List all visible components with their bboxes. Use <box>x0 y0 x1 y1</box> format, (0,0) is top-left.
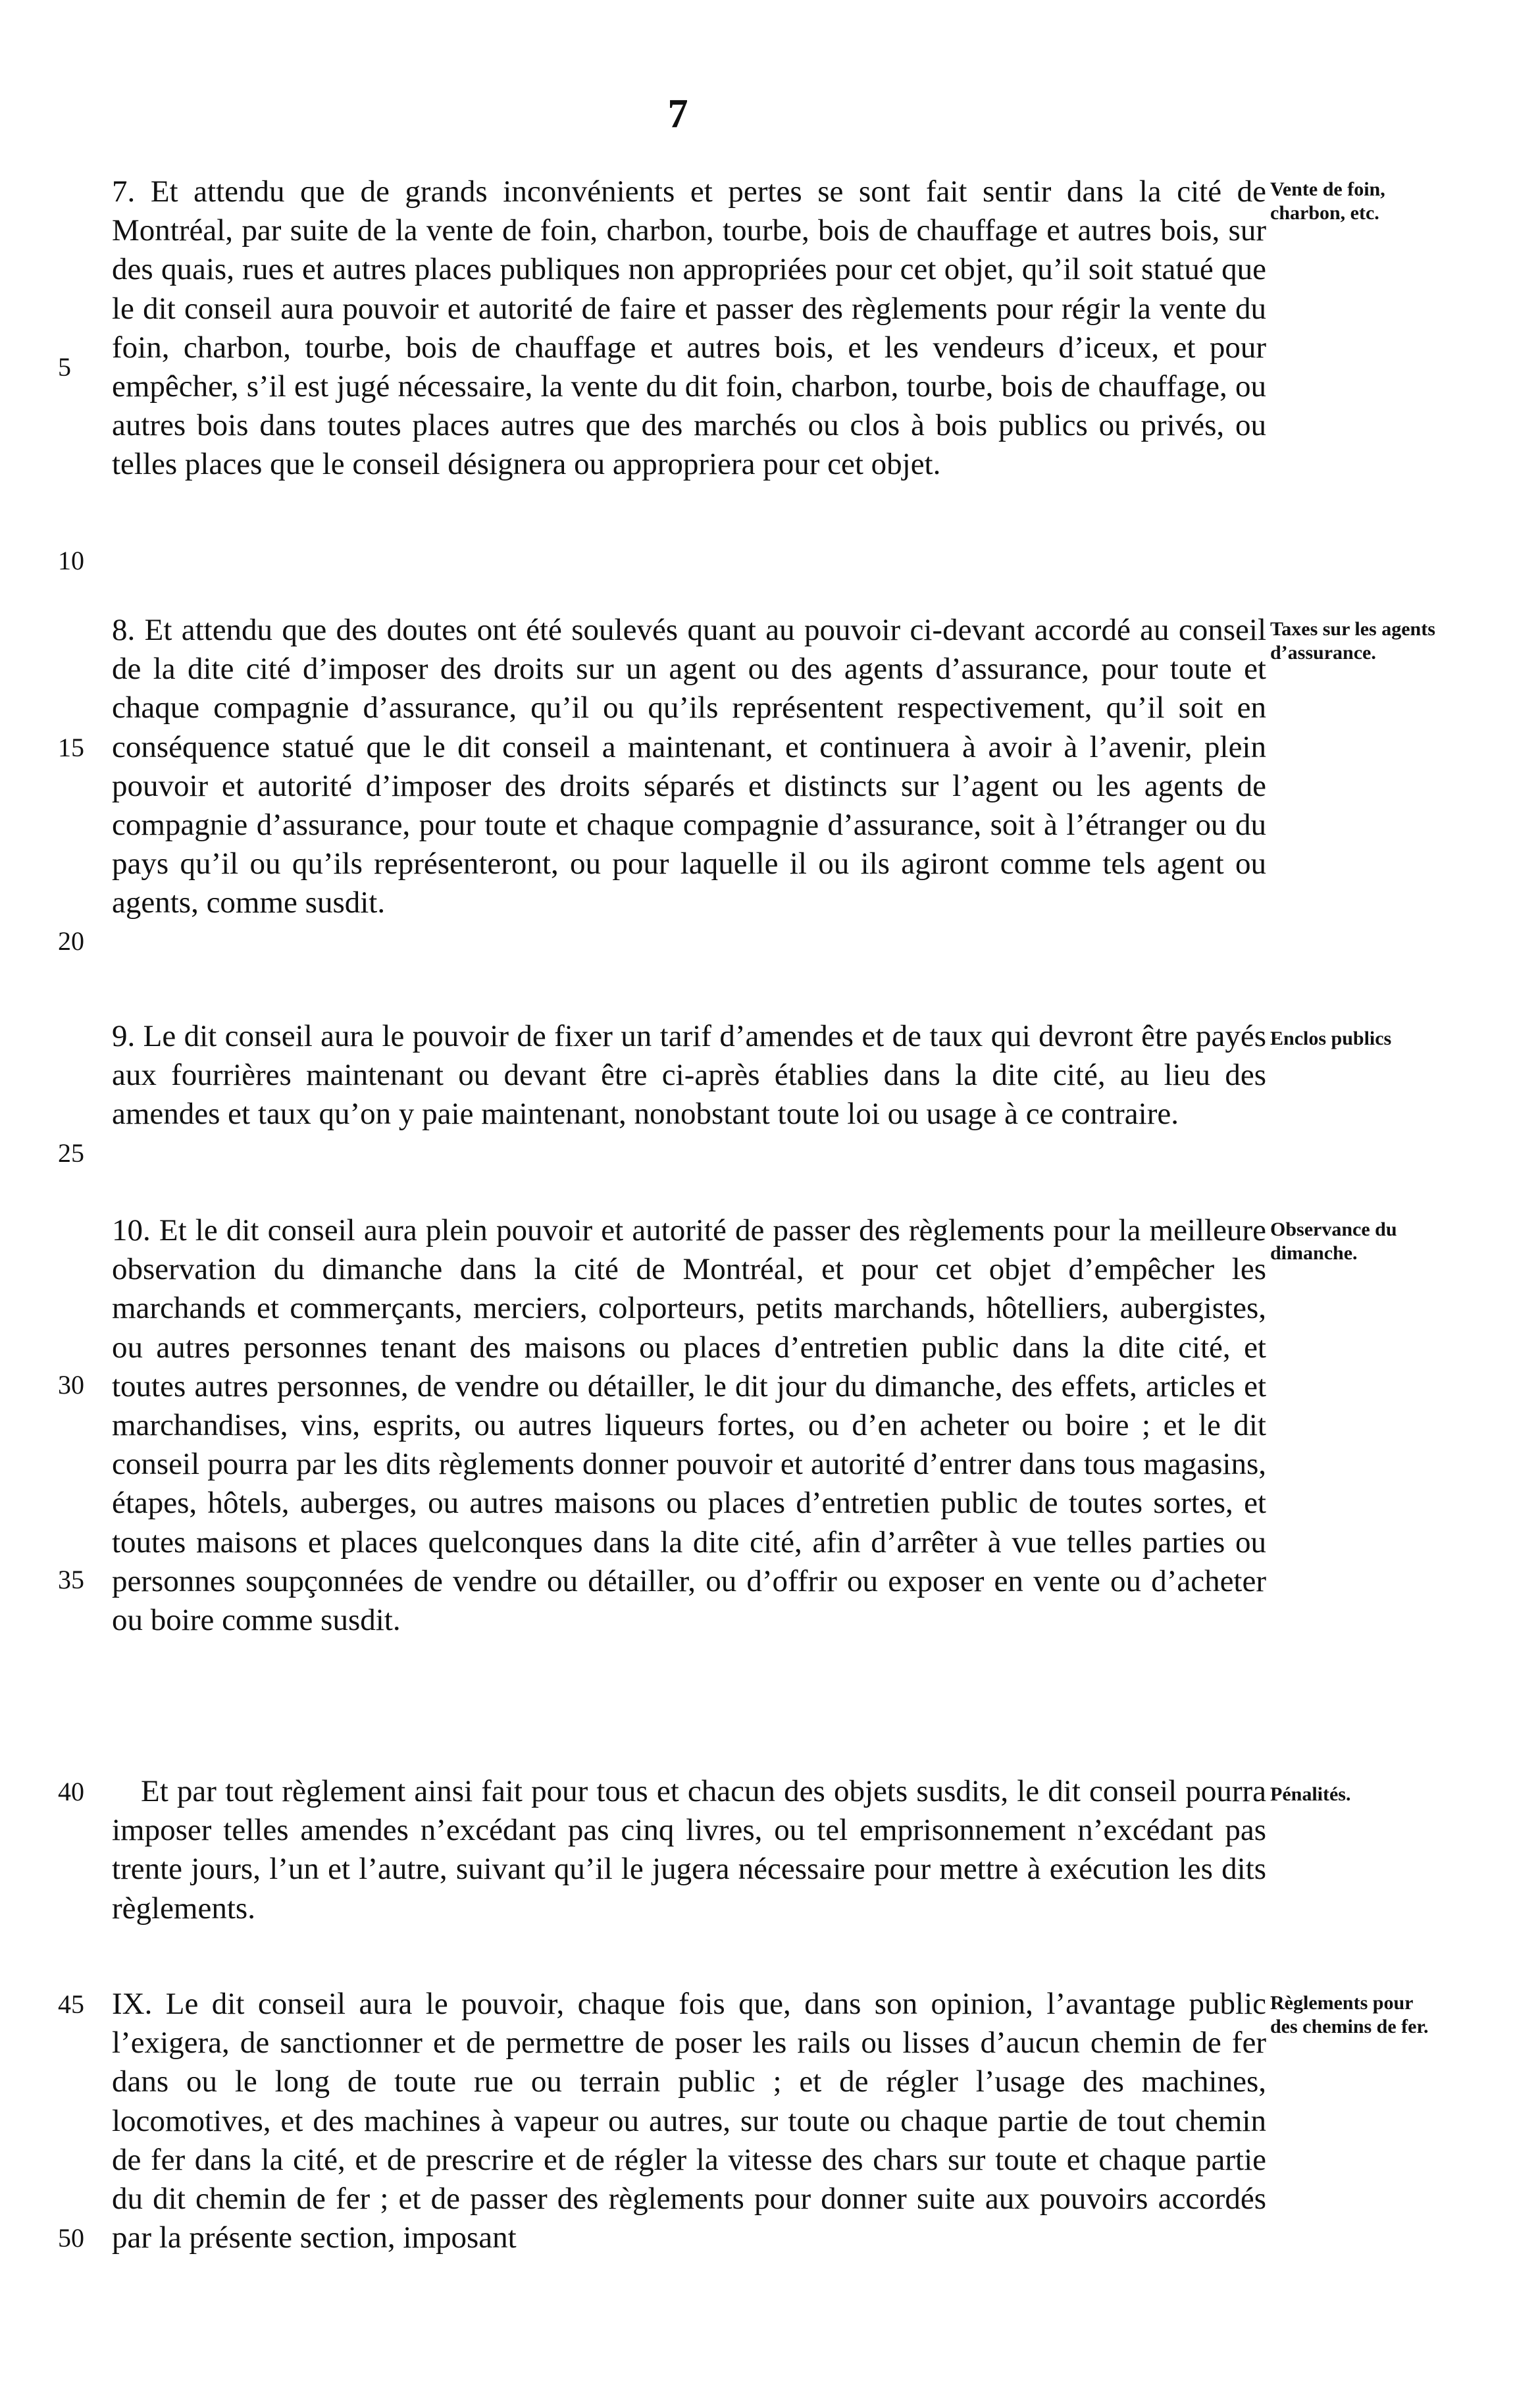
line-number: 10 <box>58 546 84 575</box>
margin-note-vente-de-foin: Vente de foin, charbon, etc. <box>1270 178 1385 224</box>
line-number: 35 <box>58 1565 84 1594</box>
paragraph-8: 8. Et attendu que des doutes ont été soulevés quant au pouvoir ci-devant accordé au conseil de la dite cité d’imposer des droits sur un agent ou des agents d’assurance, pour toute et chaque compagnie d’assurance, qu’il ou qu’ils représentent respectivement, qu’il soit en conséquence statué que le dit conseil a maintenant, et continuera à avoir à l’avenir, plein pouvoir et autorité d’imposer des droits séparés et distincts sur l’agent ou les agents de compagnie d’assurance, pour toute et chaque compagnie d’assurance, soit à l’étranger ou du pays qu’il ou qu’ils représenteront, ou pour laquelle il ou ils agiront comme tels agent ou agents, comme susdit. <box>112 613 1266 920</box>
margin-note-enclos-publics: Enclos publics <box>1270 1028 1392 1049</box>
line-number: 25 <box>58 1138 84 1168</box>
line-number: 20 <box>58 926 84 956</box>
paragraph-9: 9. Le dit conseil aura le pouvoir de fixer un tarif d’amendes et de taux qui devront être payés aux fourrières maintenant ou devant être ci-après établies dans la dite cité, au lieu des amendes et taux qu’on y paie maintenant, nonobstant toute loi ou usage à ce contraire. <box>112 1019 1266 1132</box>
page-number: 7 <box>667 92 688 136</box>
paragraph-IX: IX. Le dit conseil aura le pouvoir, chaque fois que, dans son opinion, l’avantage public l’exigera, de sanctionner et de permettre de poser les rails ou lisses d’aucun chemin de fer dans ou le long de toute rue ou terrain public ; et de régler l’usage des machines, locomotives, et des machines à vapeur ou autres, sur toute ou chaque partie de tout chemin de fer dans la cité, et de prescrire et de régler la vitesse des chars sur toute et chaque partie du dit chemin de fer ; et de passer des règlements pour donner suite aux pouvoirs accordés par la présente section, imposant <box>112 1987 1266 2255</box>
line-number: 45 <box>58 1989 84 2019</box>
line-number: 30 <box>58 1370 84 1400</box>
line-number: 15 <box>58 733 84 762</box>
line-number: 50 <box>58 2223 84 2253</box>
paragraph-7: 7. Et attendu que de grands inconvénients et pertes se sont fait sentir dans la cité de Montréal, par suite de la vente de foin, charbon, tourbe, bois de chauffage et autres bois, sur des quais, rues et autres places publiques non appropriées pour cet objet, qu’il soit statué que le dit conseil aura pouvoir et autorité de faire et passer des règlements pour régir la vente du foin, charbon, tourbe, bois de chauffage et autres bois, et les vendeurs d’iceux, et pour empêcher, s’il est jugé nécessaire, la vente du dit foin, charbon, tourbe, bois de chauffage, ou autres bois dans toutes places autres que des marchés ou clos à bois publics ou privés, ou telles places que le conseil désignera ou appropriera pour cet objet. <box>112 174 1266 482</box>
margin-note-taxes-agents: Taxes sur les agents d’assurance. <box>1270 618 1435 664</box>
paragraph-penalites: Et par tout règlement ainsi fait pour tous et chacun des objets susdits, le dit conseil pourra imposer telles amendes n’excédant pas cinq livres, ou tel emprisonnement n’excédant pas trente jours, l’un et l’autre, suivant qu’il le jugera nécessaire pour mettre à exécution les dits règlements. <box>112 1774 1266 1926</box>
line-number: 5 <box>58 352 71 382</box>
margin-note-penalites: Pénalités. <box>1270 1783 1351 1805</box>
paragraph-10: 10. Et le dit conseil aura plein pouvoir et autorité de passer des règlements pour la meilleure observation du dimanche dans la cité de Montréal, et pour cet objet d’empêcher les marchands et commerçants, merciers, colporteurs, petits marchands, hôtelliers, aubergistes, ou autres personnes tenant des maisons ou places d’entretien public dans la dite cité, et toutes autres personnes, de vendre ou détailler, le dit jour du dimanche, des effets, articles et marchandises, vins, esprits, ou autres liqueurs fortes, ou d’en acheter ou boire ; et le dit conseil pourra par les dits règlements donner pouvoir et autorité d’entrer dans tous magasins, étapes, hôtels, auberges, ou autres maisons ou places d’entretien public de toutes sortes, et toutes maisons et places quelconques dans la dite cité, afin d’arrêter à vue telles parties ou personnes soupçonnées de vendre ou détailler, ou d’offrir ou exposer en vente ou d’acheter ou boire comme susdit. <box>112 1213 1266 1638</box>
line-number: 40 <box>58 1777 84 1806</box>
margin-note-observance-dimanche: Observance du dimanche. <box>1270 1219 1397 1264</box>
margin-note-reglements-chemins-de-fer: Règlements pour des chemins de fer. <box>1270 1992 1429 2037</box>
